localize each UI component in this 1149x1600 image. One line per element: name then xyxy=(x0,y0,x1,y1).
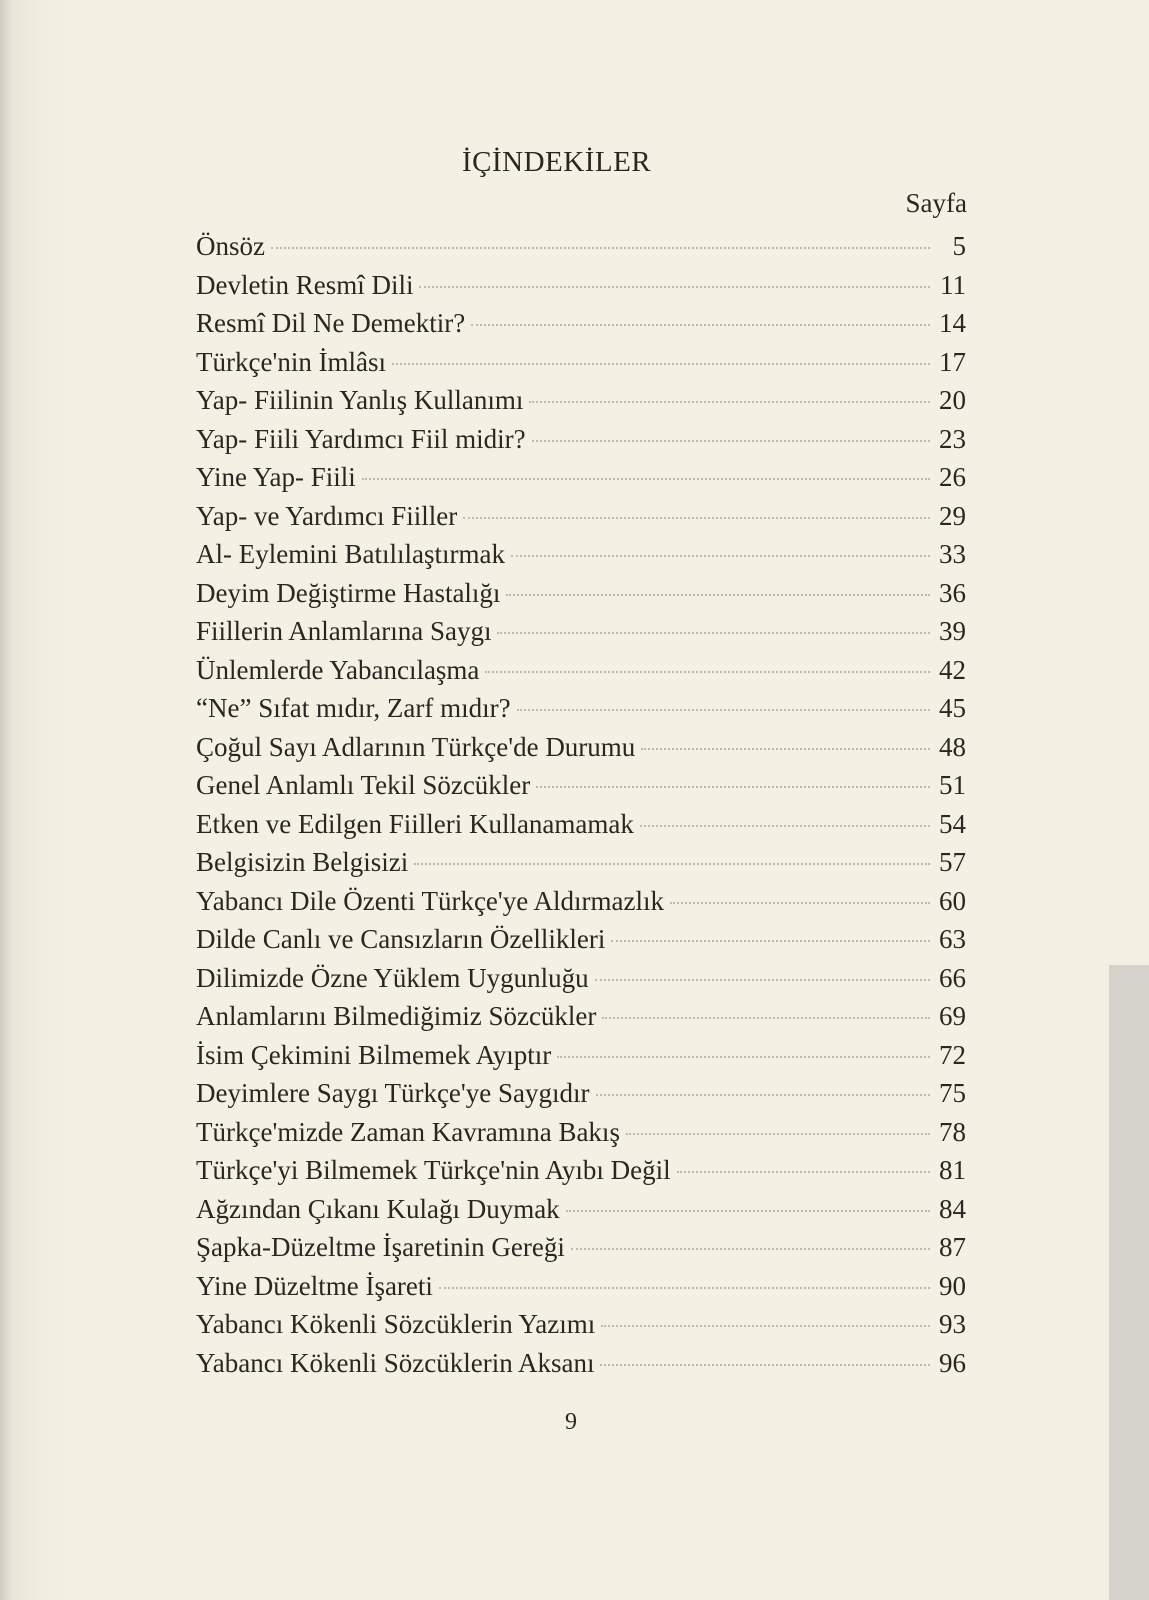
toc-entry xyxy=(196,689,966,728)
toc-entry-page: 11 xyxy=(940,269,966,300)
toc-entry-title: Yine Düzeltme İşareti xyxy=(196,1270,433,1301)
toc-entry-page: 23 xyxy=(939,423,966,454)
toc-entry-page: 48 xyxy=(939,731,966,762)
toc-entry-page: 51 xyxy=(939,770,966,800)
dot-leader xyxy=(511,555,930,557)
toc-entry xyxy=(196,1190,966,1229)
toc-entry xyxy=(196,766,966,805)
toc-entry-page: 14 xyxy=(939,308,966,338)
dot-leader xyxy=(602,1017,930,1019)
toc-entry xyxy=(196,1036,966,1075)
page-number: 9 xyxy=(565,1409,577,1435)
toc-entry-page: 84 xyxy=(939,1193,966,1224)
toc-entry-title: Deyimlere Saygı Türkçe'ye Saygıdır xyxy=(196,1078,590,1108)
toc-entry-page: 75 xyxy=(939,1078,966,1108)
toc-entry-title: Genel Anlamlı Tekil Sözcükler xyxy=(196,770,531,800)
spine-shadow xyxy=(0,0,12,1600)
toc-entry-page: 57 xyxy=(939,847,966,877)
toc-entry xyxy=(196,535,966,574)
toc-entry-title: Fiillerin Anlamlarına Saygı xyxy=(196,616,492,646)
toc-entry xyxy=(196,574,966,613)
dot-leader xyxy=(392,363,930,365)
dot-leader xyxy=(595,979,930,981)
toc-entry-title: Ağzından Çıkanı Kulağı Duymak xyxy=(196,1193,560,1224)
toc-entry-title: Dilimizde Özne Yüklem Uygunluğu xyxy=(196,962,589,993)
toc-entry xyxy=(196,343,966,382)
dot-leader xyxy=(471,324,930,326)
toc-entry-title: İsim Çekimini Bilmemek Ayıptır xyxy=(196,1039,552,1070)
toc-entry-page: 96 xyxy=(939,1347,966,1378)
toc-entry xyxy=(196,1344,966,1383)
toc-entry-title: Dilde Canlı ve Cansızların Özellikleri xyxy=(196,924,606,954)
toc-entry-title: Şapka-Düzeltme İşaretinin Gereği xyxy=(196,1232,565,1262)
toc-entry-title: “Ne” Sıfat mıdır, Zarf mıdır? xyxy=(196,693,511,723)
toc-entry xyxy=(196,1228,966,1267)
dot-leader xyxy=(640,825,930,827)
dot-leader xyxy=(641,748,930,750)
toc-entry-title: Etken ve Edilgen Fiilleri Kullanamamak xyxy=(196,808,634,839)
dot-leader xyxy=(414,863,930,865)
dot-leader xyxy=(536,786,930,788)
toc-entry-title: Deyim Değiştirme Hastalığı xyxy=(196,577,501,608)
toc-entry xyxy=(196,1113,966,1152)
toc-entry xyxy=(196,497,966,536)
dot-leader xyxy=(485,671,930,673)
toc-entry-page: 20 xyxy=(939,385,966,415)
toc-entry-page: 26 xyxy=(939,462,966,492)
dot-leader xyxy=(362,478,930,480)
toc-entry-page: 78 xyxy=(939,1116,966,1147)
toc-entry xyxy=(196,1151,966,1190)
toc-list xyxy=(196,227,966,1382)
dot-leader xyxy=(419,286,930,288)
toc-entry-title: Belgisizin Belgisizi xyxy=(196,847,409,877)
toc-entry xyxy=(196,882,966,921)
toc-entry xyxy=(196,304,966,343)
toc-entry xyxy=(196,1074,966,1113)
dot-leader xyxy=(506,594,930,596)
dot-leader xyxy=(600,1364,930,1366)
toc-entry-page: 81 xyxy=(939,1155,966,1185)
toc-entry xyxy=(196,381,966,420)
toc-entry-title: Türkçe'mizde Zaman Kavramına Bakış xyxy=(196,1116,620,1147)
toc-entry-title: Yine Yap- Fiili xyxy=(196,462,356,492)
toc-entry-title: Resmî Dil Ne Demektir? xyxy=(196,308,466,338)
toc-entry-page: 29 xyxy=(939,500,966,531)
toc-entry-page: 63 xyxy=(939,924,966,954)
toc-entry-page: 17 xyxy=(939,346,966,377)
toc-entry-title: Türkçe'yi Bilmemek Türkçe'nin Ayıbı Değil xyxy=(196,1155,671,1185)
toc-entry xyxy=(196,1267,966,1306)
toc-entry xyxy=(196,266,966,305)
toc-entry-page: 39 xyxy=(939,616,966,646)
dot-leader xyxy=(596,1094,930,1096)
toc-entry-page: 42 xyxy=(939,654,966,685)
toc-entry-page: 5 xyxy=(952,231,966,261)
toc-entry-page: 93 xyxy=(939,1309,966,1339)
dot-leader xyxy=(557,1056,930,1058)
dot-leader xyxy=(611,940,930,942)
toc-entry-page: 66 xyxy=(939,962,966,993)
toc-entry-page: 87 xyxy=(939,1232,966,1262)
toc-entry-page: 90 xyxy=(939,1270,966,1301)
scan-edge-tab xyxy=(1109,965,1149,1600)
toc-entry xyxy=(196,920,966,959)
toc-entry xyxy=(196,612,966,651)
toc-entry xyxy=(196,728,966,767)
toc-entry-title: Yabancı Kökenli Sözcüklerin Aksanı xyxy=(196,1347,595,1378)
toc-entry-title: Yabancı Dile Özenti Türkçe'ye Aldırmazlık xyxy=(196,885,664,916)
toc-entry xyxy=(196,1305,966,1344)
toc-entry-title: Yap- Fiilinin Yanlış Kullanımı xyxy=(196,385,524,415)
toc-entry-page: 36 xyxy=(939,577,966,608)
toc-entry-title: Anlamlarını Bilmediğimiz Sözcükler xyxy=(196,1001,597,1031)
dot-leader xyxy=(677,1171,930,1173)
toc-entry-page: 60 xyxy=(939,885,966,916)
toc-entry-page: 33 xyxy=(939,539,966,569)
toc-entry xyxy=(196,997,966,1036)
page-column-label: Sayfa xyxy=(905,188,967,218)
dot-leader xyxy=(439,1287,930,1289)
dot-leader xyxy=(571,1248,930,1250)
toc-entry xyxy=(196,959,966,998)
toc-entry-title: Türkçe'nin İmlâsı xyxy=(196,346,387,377)
dot-leader xyxy=(601,1325,930,1327)
dot-leader xyxy=(626,1133,930,1135)
toc-entry xyxy=(196,420,966,459)
dot-leader xyxy=(517,709,930,711)
toc-entry-title: Ünlemlerde Yabancılaşma xyxy=(196,654,480,685)
toc-entry-title: Al- Eylemini Batılılaştırmak xyxy=(196,539,505,569)
toc-entry-page: 69 xyxy=(939,1001,966,1031)
toc-entry xyxy=(196,805,966,844)
dot-leader xyxy=(497,632,930,634)
dot-leader xyxy=(532,440,930,442)
toc-entry-title: Yabancı Kökenli Sözcüklerin Yazımı xyxy=(196,1309,596,1339)
toc-entry-page: 45 xyxy=(939,693,966,723)
toc-entry-title: Yap- Fiili Yardımcı Fiil midir? xyxy=(196,423,526,454)
toc-entry-title: Önsöz xyxy=(196,231,265,261)
dot-leader xyxy=(529,401,930,403)
toc-entry-title: Yap- ve Yardımcı Fiiller xyxy=(196,500,458,531)
toc-heading: İÇİNDEKİLER xyxy=(462,146,652,178)
toc-entry-page: 72 xyxy=(939,1039,966,1070)
dot-leader xyxy=(271,247,930,249)
toc-entry xyxy=(196,651,966,690)
dot-leader xyxy=(566,1210,930,1212)
toc-entry xyxy=(196,458,966,497)
dot-leader xyxy=(463,517,930,519)
toc-entry xyxy=(196,227,966,266)
toc-entry-title: Devletin Resmî Dili xyxy=(196,269,414,300)
toc-entry-page: 54 xyxy=(939,808,966,839)
toc-entry xyxy=(196,843,966,882)
toc-entry-title: Çoğul Sayı Adlarının Türkçe'de Durumu xyxy=(196,731,636,762)
dot-leader xyxy=(670,902,930,904)
